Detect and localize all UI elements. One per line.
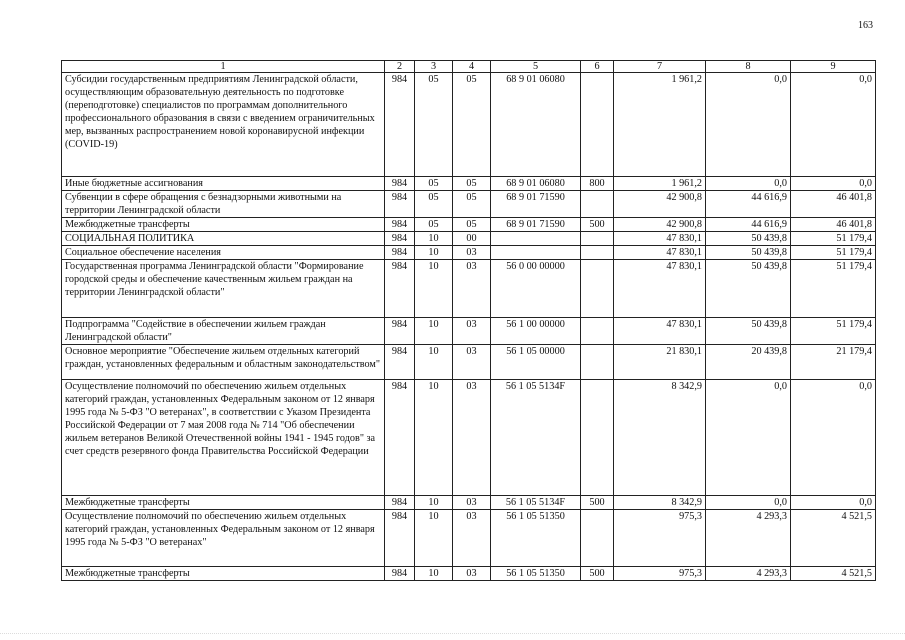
cell-col-6: 500 — [581, 218, 614, 232]
cell-col-6: 500 — [581, 496, 614, 510]
cell-col-3: 10 — [415, 318, 453, 345]
scan-edge — [0, 633, 905, 640]
cell-col-9: 51 179,4 — [791, 246, 876, 260]
cell-col-2: 984 — [385, 496, 415, 510]
header-col-3: 3 — [415, 61, 453, 73]
budget-table — [61, 60, 876, 581]
cell-col-8: 4 293,3 — [706, 510, 791, 567]
cell-col-4: 00 — [453, 232, 491, 246]
cell-col-3: 05 — [415, 191, 453, 218]
cell-col-7: 42 900,8 — [614, 191, 706, 218]
cell-col-8: 4 293,3 — [706, 567, 791, 581]
cell-col-6 — [581, 191, 614, 218]
cell-col-5 — [491, 232, 581, 246]
cell-col-7: 42 900,8 — [614, 218, 706, 232]
cell-col-2: 984 — [385, 510, 415, 567]
cell-col-3: 10 — [415, 496, 453, 510]
table-row — [62, 380, 876, 496]
header-col-1: 1 — [62, 61, 385, 73]
cell-col-4: 03 — [453, 260, 491, 318]
cell-col-2: 984 — [385, 232, 415, 246]
cell-col-3: 10 — [415, 260, 453, 318]
cell-col-6 — [581, 380, 614, 496]
cell-col-5: 68 9 01 06080 — [491, 177, 581, 191]
cell-col-6 — [581, 510, 614, 567]
cell-col-2: 984 — [385, 318, 415, 345]
row-name: Осуществление полномочий по обеспечению жильем отдельных категорий граждан, установленных Федеральным законом от 12 января 1995 года № 5-ФЗ "О ветеранах", в соответствии с Указом Президента Российской Федерации от 7 мая 2008 года № 714 "Об обеспечении жильем ветеранов Великой Отечественной войны 1941 - 1945 годов" за счет средств резервного фонда Правительства Российской Федерации — [62, 380, 385, 496]
table-row — [62, 191, 876, 218]
cell-col-6 — [581, 345, 614, 380]
cell-col-7: 47 830,1 — [614, 318, 706, 345]
cell-col-7: 975,3 — [614, 510, 706, 567]
cell-col-7: 47 830,1 — [614, 232, 706, 246]
cell-col-3: 10 — [415, 232, 453, 246]
header-col-4: 4 — [453, 61, 491, 73]
row-name: Межбюджетные трансферты — [62, 496, 385, 510]
table-row — [62, 260, 876, 318]
table-row — [62, 218, 876, 232]
cell-col-9: 0,0 — [791, 380, 876, 496]
cell-col-4: 03 — [453, 345, 491, 380]
cell-col-4: 03 — [453, 380, 491, 496]
table-row — [62, 510, 876, 567]
cell-col-5: 56 1 05 5134F — [491, 496, 581, 510]
table-row — [62, 232, 876, 246]
cell-col-3: 10 — [415, 380, 453, 496]
cell-col-6 — [581, 246, 614, 260]
table-row — [62, 177, 876, 191]
cell-col-9: 0,0 — [791, 177, 876, 191]
cell-col-5: 68 9 01 71590 — [491, 191, 581, 218]
cell-col-3: 10 — [415, 510, 453, 567]
cell-col-2: 984 — [385, 177, 415, 191]
cell-col-8: 44 616,9 — [706, 191, 791, 218]
cell-col-9: 0,0 — [791, 73, 876, 177]
row-name: Субвенции в сфере обращения с безнадзорными животными на территории Ленинградской области — [62, 191, 385, 218]
cell-col-8: 50 439,8 — [706, 232, 791, 246]
cell-col-5: 68 9 01 71590 — [491, 218, 581, 232]
row-name: Осуществление полномочий по обеспечению жильем отдельных категорий граждан, установленных Федеральным законом от 12 января 1995 года № 5-ФЗ "О ветеранах" — [62, 510, 385, 567]
cell-col-2: 984 — [385, 218, 415, 232]
cell-col-8: 50 439,8 — [706, 318, 791, 345]
header-col-5: 5 — [491, 61, 581, 73]
cell-col-8: 0,0 — [706, 380, 791, 496]
cell-col-5: 56 1 05 5134F — [491, 380, 581, 496]
cell-col-4: 03 — [453, 246, 491, 260]
row-name: СОЦИАЛЬНАЯ ПОЛИТИКА — [62, 232, 385, 246]
cell-col-7: 8 342,9 — [614, 496, 706, 510]
table-row — [62, 73, 876, 177]
header-col-2: 2 — [385, 61, 415, 73]
cell-col-9: 51 179,4 — [791, 260, 876, 318]
cell-col-6 — [581, 260, 614, 318]
cell-col-2: 984 — [385, 73, 415, 177]
page-number: 163 — [858, 20, 873, 31]
cell-col-5: 56 1 05 00000 — [491, 345, 581, 380]
row-name: Государственная программа Ленинградской области "Формирование городской среды и обеспечение качественным жильем граждан на территории Ленинградской области" — [62, 260, 385, 318]
cell-col-9: 4 521,5 — [791, 567, 876, 581]
table-row — [62, 318, 876, 345]
row-name: Подпрограмма "Содействие в обеспечении жильем граждан Ленинградской области" — [62, 318, 385, 345]
cell-col-4: 03 — [453, 567, 491, 581]
row-name: Основное мероприятие "Обеспечение жильем отдельных категорий граждан, установленных федеральным и областным законодательством" — [62, 345, 385, 380]
cell-col-4: 05 — [453, 73, 491, 177]
cell-col-8: 0,0 — [706, 73, 791, 177]
cell-col-5: 56 1 05 51350 — [491, 510, 581, 567]
cell-col-3: 05 — [415, 218, 453, 232]
table-row — [62, 496, 876, 510]
row-name: Межбюджетные трансферты — [62, 567, 385, 581]
row-name: Иные бюджетные ассигнования — [62, 177, 385, 191]
cell-col-8: 50 439,8 — [706, 246, 791, 260]
cell-col-8: 20 439,8 — [706, 345, 791, 380]
cell-col-6 — [581, 232, 614, 246]
cell-col-2: 984 — [385, 260, 415, 318]
cell-col-9: 51 179,4 — [791, 318, 876, 345]
cell-col-6: 800 — [581, 177, 614, 191]
cell-col-7: 21 830,1 — [614, 345, 706, 380]
cell-col-5: 68 9 01 06080 — [491, 73, 581, 177]
cell-col-4: 03 — [453, 318, 491, 345]
cell-col-8: 0,0 — [706, 496, 791, 510]
header-row — [62, 61, 876, 73]
cell-col-7: 47 830,1 — [614, 260, 706, 318]
cell-col-9: 0,0 — [791, 496, 876, 510]
cell-col-7: 1 961,2 — [614, 177, 706, 191]
cell-col-8: 0,0 — [706, 177, 791, 191]
header-col-9: 9 — [791, 61, 876, 73]
cell-col-6 — [581, 73, 614, 177]
cell-col-8: 50 439,8 — [706, 260, 791, 318]
cell-col-7: 47 830,1 — [614, 246, 706, 260]
cell-col-2: 984 — [385, 345, 415, 380]
cell-col-3: 05 — [415, 177, 453, 191]
cell-col-3: 10 — [415, 567, 453, 581]
cell-col-5: 56 1 05 51350 — [491, 567, 581, 581]
cell-col-9: 4 521,5 — [791, 510, 876, 567]
cell-col-9: 46 401,8 — [791, 218, 876, 232]
row-name: Субсидии государственным предприятиям Ленинградской области, осуществляющим образовательную деятельность по подготовке (переподготовке) специалистов по программам дополнительного профессионального образования в связи с введением ограничительных мер, вызванных распространением новой коронавирусной инфекции (COVID-19) — [62, 73, 385, 177]
cell-col-2: 984 — [385, 191, 415, 218]
cell-col-3: 10 — [415, 246, 453, 260]
cell-col-2: 984 — [385, 567, 415, 581]
header-col-7: 7 — [614, 61, 706, 73]
cell-col-7: 8 342,9 — [614, 380, 706, 496]
cell-col-4: 05 — [453, 191, 491, 218]
cell-col-5 — [491, 246, 581, 260]
cell-col-5: 56 0 00 00000 — [491, 260, 581, 318]
cell-col-3: 10 — [415, 345, 453, 380]
table-row — [62, 246, 876, 260]
cell-col-2: 984 — [385, 246, 415, 260]
cell-col-4: 05 — [453, 177, 491, 191]
cell-col-7: 1 961,2 — [614, 73, 706, 177]
header-col-8: 8 — [706, 61, 791, 73]
cell-col-3: 05 — [415, 73, 453, 177]
cell-col-5: 56 1 00 00000 — [491, 318, 581, 345]
table-row — [62, 345, 876, 380]
cell-col-4: 05 — [453, 218, 491, 232]
cell-col-4: 03 — [453, 510, 491, 567]
cell-col-8: 44 616,9 — [706, 218, 791, 232]
cell-col-6: 500 — [581, 567, 614, 581]
header-col-6: 6 — [581, 61, 614, 73]
cell-col-2: 984 — [385, 380, 415, 496]
cell-col-9: 46 401,8 — [791, 191, 876, 218]
cell-col-6 — [581, 318, 614, 345]
row-name: Межбюджетные трансферты — [62, 218, 385, 232]
cell-col-7: 975,3 — [614, 567, 706, 581]
cell-col-9: 21 179,4 — [791, 345, 876, 380]
cell-col-4: 03 — [453, 496, 491, 510]
cell-col-9: 51 179,4 — [791, 232, 876, 246]
row-name: Социальное обеспечение населения — [62, 246, 385, 260]
table-row — [62, 567, 876, 581]
